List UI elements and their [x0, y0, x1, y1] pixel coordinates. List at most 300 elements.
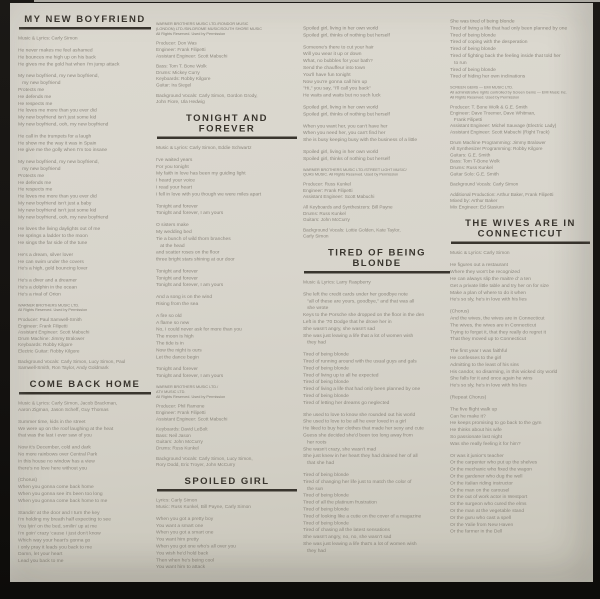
- lyric-line: She used to love to know she rounded out his world: [303, 411, 416, 418]
- lyric-line: You lyin' on the bed, smilin' up at me: [18, 523, 98, 530]
- lyric-line: He figures out a restaurant: [450, 262, 508, 268]
- stanza: [450, 406, 591, 447]
- lyric-line: For you tonight: [156, 163, 189, 170]
- stanza: [18, 477, 152, 505]
- lyrics-column: [303, 25, 451, 559]
- lyric-line: Tired of hiding her own inclinations: [450, 73, 526, 80]
- lyric-line: She wasn't angry, she wasn't sad: [303, 325, 376, 332]
- stanza: [303, 351, 451, 406]
- credits-line: Assistant Engineer: Scott Mabuchi: [18, 329, 90, 335]
- lyric-line: She was just leaving a life that's a lot of women wish: [303, 540, 417, 547]
- lyric-line: You want a smart one: [156, 522, 204, 529]
- lyric-line: Let the dance begin: [156, 354, 200, 360]
- stanza: [303, 291, 451, 346]
- lyric-line: That they moved up to Connecticut: [450, 336, 526, 342]
- lyric-line: "Hi," you say, "I'll call you back": [303, 85, 371, 92]
- credits-line: Producer: T. Bone Wolk & G.E. Smith: [450, 103, 528, 110]
- credits-line: All Keyboards and Synthesizers: Bill Payne: [303, 203, 393, 210]
- credits-line: Assistant Engineer: Scott Mabuchi: [156, 415, 228, 422]
- lyric-line: He's a diver and a dreamer: [18, 277, 77, 284]
- lyric-line: He show me the way it was in Spain: [18, 140, 97, 146]
- lyric-line: Tonight and forever: [156, 366, 198, 372]
- lyric-line: Or the out of work actor in Westport: [450, 494, 528, 500]
- lyric-line: He never makes me feel ashamed: [18, 47, 93, 53]
- credits-line: Background Vocals: Carly Simon, Lucy Simon, Paul: [18, 358, 126, 364]
- lyric-line: they had: [303, 547, 326, 554]
- lyric-line: Will you wear it up or down: [303, 51, 362, 57]
- lyric-line: A flame so new: [156, 319, 190, 326]
- pub-block: [156, 22, 298, 37]
- lyric-line: Tired of changing her life just to match the color of: [303, 478, 412, 485]
- pub-line: All Rights Reserved. Used by Permission: [156, 31, 226, 36]
- byline-line: Lyrics: Carly Simon: [156, 497, 198, 503]
- lyric-line: at the head: [156, 242, 185, 249]
- title-rule: [19, 392, 151, 395]
- lyric-line: He gives me the gold hat when I'm jump attack: [18, 61, 120, 67]
- lyric-line: that she had: [303, 460, 335, 466]
- lyric-line: He waits and waits but no such luck: [303, 92, 381, 99]
- lyric-line: Get a private little table and try her on for size: [450, 282, 549, 289]
- lyric-line: A fire so old: [156, 312, 182, 319]
- credits-line: Drums: Russ Kunkel: [450, 164, 493, 170]
- song-title: MY NEW BOYFRIEND: [24, 14, 146, 25]
- lyric-line: Tired of coping with the desperation: [450, 39, 528, 45]
- lyric-line: Or was it junior's teacher: [450, 452, 504, 459]
- credits-line: Guitar Solo: G.E. Smith: [450, 170, 499, 177]
- title-rule: [157, 136, 297, 139]
- lyric-line: Tired of living a life that had only been planned by one: [303, 386, 421, 392]
- lyric-line: When you got a smart one: [156, 529, 214, 536]
- pub-line: All Rights Reserved. Used by Permission: [18, 307, 88, 313]
- credits-line: Guitar: Ira Siegel: [156, 81, 192, 88]
- lyric-line: Tired of living up to all he expected: [303, 372, 379, 378]
- lyric-line: Tired of being blonde: [450, 32, 496, 38]
- lyric-line: He's a dolphin in the ocean: [18, 284, 77, 290]
- lyric-line: He bounces me high up on his back: [18, 54, 96, 60]
- lyric-line: She just knew in her heart they had drained her of all: [303, 453, 418, 459]
- lyric-line: Left in the '70 Dodge that he drove her in: [303, 319, 392, 325]
- stanza: [18, 509, 152, 564]
- lyric-line: He's so sly, he's in love with his lies: [450, 382, 527, 389]
- lyric-line: Spoiled girl, thinks of nothing but herself: [303, 32, 390, 38]
- stanza: [156, 268, 298, 289]
- credits-line: Bass: Neil Jason: [156, 432, 191, 438]
- lyric-line: He keeps promising to go back to the gym: [450, 420, 542, 426]
- lyric-line: In this house no window has a view: [18, 458, 95, 464]
- lyric-line: The tide is in: [156, 340, 184, 347]
- lyric-line: Tonight and forever, I am yours: [156, 210, 224, 216]
- lyric-line: Spoiled girl, living in her own world: [303, 25, 379, 31]
- stanza: [303, 104, 451, 118]
- lyrics-block: [18, 418, 152, 564]
- lyric-line: My new boyfriend, my new boyfriend,: [18, 159, 99, 165]
- lyric-line: Tie a bunch of wild thorn branches: [156, 235, 231, 242]
- lyric-line: Rising from the sea: [156, 301, 199, 307]
- lyric-line: Lead you back to me: [18, 558, 64, 564]
- stanza: [18, 133, 152, 154]
- pub-line: WARNER BROTHERS MUSIC LTD.: [18, 302, 80, 308]
- credits-line: All Synthesizer Programming: Robby Kilgore: [450, 145, 543, 152]
- lyrics-block: [156, 156, 298, 379]
- lyric-line: Or the man on the carousel: [450, 487, 510, 493]
- lyric-line: three bright stars shining at our door: [156, 256, 235, 263]
- credits-line: Background Vocals: Carly Simon, Lucy Simon,: [156, 455, 253, 461]
- lyric-line: the sun: [303, 485, 324, 492]
- lyric-line: I fell in love with you though we were miles apart: [156, 191, 262, 197]
- credits-block: [18, 317, 152, 371]
- lyric-line: her roots: [303, 439, 327, 445]
- lyric-line: The wives, the wives are in Connecticut: [450, 322, 537, 328]
- lyric-line: Where they won't be recognized: [450, 269, 520, 275]
- stanza: [156, 294, 298, 308]
- lyric-line: Tired of being blonde: [303, 393, 349, 399]
- lyric-line: When you got a pretty boy: [156, 515, 214, 522]
- lyric-line: to run: [450, 59, 467, 66]
- lyric-line: that was the last I ever saw of you: [18, 432, 92, 439]
- stanza: [450, 262, 591, 303]
- lyric-line: Or the gardener who dug the well: [450, 473, 523, 479]
- lyric-line: My new boyfriend, ooh, my new boyfriend: [18, 214, 109, 220]
- lyric-line: Tired of being blonde: [303, 365, 349, 371]
- stanza: [18, 277, 152, 298]
- lyric-line: Or the surgeon who cured the elms: [450, 501, 527, 507]
- lyric-line: My new boyfriend isn't just some kid: [18, 207, 97, 213]
- song-title-block: [157, 476, 297, 492]
- lyric-line: When you need her, you can't find her: [303, 130, 386, 136]
- credits-line: Frank Filipetti: [450, 116, 483, 122]
- credits-line: Engineer: Frank Filipetti: [303, 187, 353, 193]
- lyric-line: Send the chauffeur into town: [303, 64, 366, 71]
- stanza: [18, 251, 152, 272]
- lyrics-block: [450, 262, 591, 535]
- credits-line: Guitars: John McCurry: [156, 438, 203, 445]
- lyric-line: Tonight and forever, I am yours: [156, 282, 224, 288]
- lyric-line: Tired of being blonde: [303, 472, 349, 478]
- pub-line: All Rights Reserved. Used by Permission: [450, 94, 520, 100]
- lyric-line: Now the night is ours: [156, 347, 202, 353]
- lyric-line: The moon is high: [156, 333, 194, 340]
- lyric-line: I've waited years: [156, 156, 193, 163]
- lyric-line: He sings the far side of the tune: [18, 239, 88, 246]
- lyric-line: She is busy keeping busy with the business of a little: [303, 137, 418, 143]
- lyric-line: My faith in love has been my guiding light: [156, 170, 246, 177]
- lyric-line: The first year I was faithful: [450, 348, 508, 354]
- lyric-line: He defends me: [18, 93, 52, 100]
- lyric-line: O sisters make: [156, 222, 189, 228]
- lyrics-block: [303, 291, 451, 554]
- credits-line: Bass: Tom T. Bone Wolk: [156, 63, 207, 69]
- stanza: [156, 515, 298, 570]
- credits-line: Drums: Russ Kunkel: [303, 210, 346, 216]
- credits-line: Engineer: Dave Troemer, Dave Whitman,: [450, 110, 536, 116]
- credits-line: Assistant Engineer: Scott Mabuchi (Right Track): [450, 128, 550, 135]
- lyric-line: No more rainbows over Central Park: [18, 451, 98, 458]
- credits-line: Samwell-Smith, Ron Taylor, Andy Goldmark: [18, 364, 109, 371]
- lyric-line: He liked to buy her clothes that made her sexy and cute: [303, 425, 424, 432]
- lyric-line: He call in the trumpets for a laugh: [18, 133, 92, 139]
- credits-line: Rory Dodd, Eric Troyer, John McCurry: [156, 461, 236, 468]
- credits-line: Producer: Russ Kunkel: [303, 181, 351, 187]
- lyric-line: Spoiled girl, living in her own world: [303, 148, 379, 155]
- credits-block: [303, 181, 451, 239]
- lyric-line: My new boyfriend isn't just some kid: [18, 114, 97, 121]
- byline-line: Aaron Zigman, Jason Scheff, Guy Thomas: [18, 406, 109, 413]
- credits-line: Keyboards: Robby Kilgore: [156, 75, 211, 82]
- lyric-line: I'm holding my breath half expecting to see: [18, 516, 111, 523]
- lyric-line: Or the man at the vegetable stand: [450, 507, 525, 514]
- stanza: [303, 472, 451, 555]
- pub-line: All administrative rights controlled by Screen Gems — EMI Music Inc.: [450, 89, 567, 95]
- lyric-line: He's a rival of Orion: [18, 291, 61, 297]
- lyric-line: Tired of running around with the usual guys and gals: [303, 358, 417, 365]
- lyric-line: And a song is on the wind: [156, 294, 213, 300]
- pub-line: ATV MUSIC LTD.: [156, 389, 186, 394]
- lyric-line: she wrote: [303, 305, 329, 311]
- lyric-line: and scatter roses on the floor: [156, 249, 220, 256]
- title-rule: [19, 27, 151, 30]
- lyric-line: (Chorus): [18, 477, 38, 483]
- pub-line: All Rights Reserved. Used by Permission: [156, 394, 226, 399]
- title-rule: [451, 242, 590, 245]
- lyric-line: You want him to attack: [156, 564, 206, 570]
- stanza: [18, 418, 152, 439]
- lyric-line: Spoiled girl, thinks of nothing but herself: [303, 111, 390, 117]
- lyric-line: He respects me: [18, 186, 53, 193]
- lyric-line: My wedding bed: [156, 228, 192, 235]
- lyrics-block: [18, 47, 152, 298]
- credits-line: Additional Production: Arthur Baker, Frank Filipetti: [450, 191, 554, 197]
- credits-line: Keyboards: Robby Kilgore: [18, 341, 73, 348]
- byline-block: [18, 35, 152, 42]
- stanza: [303, 148, 451, 162]
- lyric-line: Tired of looking like a cutie on the cover of a magazine: [303, 513, 422, 519]
- pub-line: WARNER BROTHERS MUSIC LTD./STREET LIGHT MUSIC/: [303, 167, 407, 172]
- stanza: [18, 47, 152, 68]
- song-title: CONNECTICUT: [477, 228, 564, 240]
- lyric-line: She wasn't crazy, she wasn't mad: [303, 446, 377, 452]
- lyric-line: Tired of being blonde: [450, 46, 496, 52]
- credits-line: Assistant Engineer: Michel Sauvage (Electric Lady): [450, 122, 557, 129]
- lyric-line: Tonight and forever, I am yours: [156, 373, 224, 379]
- lyric-line: Or the mechanic who fixed the wagon: [450, 466, 532, 473]
- lyric-line: She was tired of being blonde: [450, 18, 515, 24]
- byline-line: Music & Lyrics: Carly Simon: [18, 35, 78, 41]
- lyric-line: Then when he's being cool: [156, 557, 215, 563]
- lyric-line: Spoiled girl, thinks of nothing but herself: [303, 155, 390, 162]
- lyric-line: Or the Yalie from New Haven: [450, 521, 514, 528]
- lyric-line: Guess she decided she'd been too long away from: [303, 432, 413, 439]
- lyric-sheet-page: [10, 3, 593, 582]
- lyric-line: Spoiled girl, living in her own world: [303, 104, 379, 110]
- lyrics-column: [450, 18, 591, 540]
- song-title-block: [19, 379, 151, 395]
- lyric-line: I only pray it leads you back to me: [18, 544, 93, 550]
- stanza: [156, 366, 298, 380]
- lyric-line: He defends me: [18, 179, 52, 186]
- credits-line: Electric Guitar: Robby Kilgore: [18, 348, 80, 354]
- credits-line: Background Vocals: Lottie Golden, Kate Taylor,: [303, 226, 401, 233]
- title-rule: [157, 489, 297, 492]
- lyric-line: Or the Italian riding instructor: [450, 480, 513, 486]
- lyric-line: My new boyfriend, my new boyfriend,: [18, 73, 99, 79]
- lyric-line: Tired of being blonde: [303, 379, 349, 385]
- byline-line: Music & Lyrics: Carly Simon, Eddie Schwartz: [156, 144, 252, 151]
- lyric-line: His candor, so disarming, in this wicked city world: [450, 368, 558, 375]
- lyric-line: He loves the living daylights out of me: [18, 226, 101, 232]
- pub-line: SCREEN GEMS — EMI MUSIC LTD.: [450, 85, 514, 90]
- lyric-line: Tired of being blonde: [303, 506, 349, 512]
- credits-line: Producer: Paul Samwell-Smith: [18, 316, 82, 323]
- credits-line: Carly Simon: [303, 233, 329, 239]
- lyric-line: Make a plan of where to do it when: [450, 289, 526, 296]
- song-title: TONIGHT AND FOREVER: [186, 112, 268, 134]
- lyric-line: You'll have fun tonight: [303, 71, 351, 78]
- lyric-line: Or the carpenter who put up the shelves: [450, 459, 538, 466]
- lyric-line: She wasn't angry, no, no, she wasn't sad: [303, 534, 392, 540]
- lyric-line: Tired of letting her dreams go neglected: [303, 399, 390, 406]
- stanza: [156, 156, 298, 197]
- stanza: [450, 394, 591, 401]
- lyric-line: When you got one who's all over you: [156, 543, 236, 549]
- credits-line: Assistant Engineer: Scott Mabuchi: [156, 52, 228, 59]
- credits-block: [156, 40, 298, 105]
- lyric-line: (Chorus): [450, 308, 470, 315]
- lyric-line: Admitting to the least of his sins: [450, 361, 519, 368]
- lyric-line: Protects me: [18, 172, 45, 179]
- lyrics-block: [156, 515, 298, 570]
- lyric-line: Tired of fighting back the feeling inside that told her: [450, 52, 561, 59]
- lyrics-column: [18, 14, 152, 569]
- stanza: [18, 226, 152, 247]
- lyric-line: He's so sly, he's in love with his lies: [450, 296, 527, 303]
- pub-line: QUAS MUSIC. All Rights Reserved. Used by Permission: [303, 172, 399, 177]
- credits-line: Drums: Mickey Curry: [156, 69, 200, 75]
- lyric-line: Tonight and forever: [156, 203, 198, 209]
- pub-line: (LONDON) LTD./SIN-DROME MUSIC/SOUTH SHORE MUSIC: [156, 26, 263, 31]
- credits-line: Background Vocals: Carly Simon: [450, 181, 519, 187]
- pub-line: WARNER BROTHERS MUSIC LTD./RONDOR MUSIC: [156, 21, 249, 26]
- song-title: COME BACK HOME: [29, 378, 141, 390]
- stanza: [450, 308, 591, 342]
- lyric-line: "all of these are yours, goodbye," and that was all: [303, 298, 415, 304]
- lyric-line: She falls for it and once again he wins: [450, 375, 533, 382]
- lyric-line: When you gonna come back home to me: [18, 497, 108, 504]
- lyric-line: Now you're gonna call him up: [303, 78, 368, 85]
- lyric-line: You wish he'd hold back: [156, 550, 209, 556]
- credits-line: Guitars: John McCurry: [303, 216, 350, 223]
- lyric-line: What, no bubbles for your bath?: [303, 58, 373, 64]
- song-title-block: [304, 247, 450, 273]
- lyrics-block: [450, 18, 591, 80]
- credits-line: Mix Engineer: Ed Stasium: [450, 203, 504, 210]
- stanza: [303, 123, 451, 144]
- lyric-line: Tired of being blonde: [303, 492, 349, 499]
- byline-block: [303, 279, 451, 286]
- lyric-line: Protects me: [18, 86, 45, 93]
- lyric-line: Tired of chasing all the latest sensations: [303, 527, 390, 533]
- lyric-line: Tonight and forever: [156, 268, 198, 274]
- credits-line: Producer: Phil Ramone: [156, 403, 205, 409]
- lyric-line: Tired of being blonde: [450, 66, 496, 73]
- song-title-block: [157, 113, 297, 139]
- sleeve-top-edge: [34, 0, 600, 2]
- lyrics-column: [156, 20, 298, 576]
- stanza: [450, 18, 591, 80]
- lyric-line: Which way your heart's gonna go: [18, 537, 91, 543]
- stanza: [156, 312, 298, 360]
- lyric-line: He can always slip the maitre d' a ten: [450, 276, 531, 282]
- lyric-line: No, I could never ask for more than you: [156, 326, 242, 333]
- lyric-line: Tired of all the platinum frustration: [303, 499, 377, 506]
- credits-line: Background Vocals: Carly Simon, Gordon Grody,: [156, 92, 258, 98]
- lyric-line: She used to love to be all he ever loved in a girl: [303, 418, 406, 425]
- credits-line: Drums: Russ Kunkel: [156, 445, 199, 451]
- lyric-line: He can swim under the covers: [18, 258, 84, 265]
- lyric-line: So passionate last night: [450, 434, 503, 440]
- credits-line: Drum Machine: Jimmy Bralower: [18, 335, 85, 341]
- lyric-line: He confesses to the girl: [450, 355, 502, 361]
- lyric-line: He thinks about his wife: [450, 427, 502, 433]
- lyric-line: My new boyfriend isn't just a baby: [18, 200, 92, 206]
- lyrics-block: [303, 25, 451, 162]
- lyric-line: Standin' at the door and I turn the key: [18, 509, 100, 516]
- credits-line: Guitars: G.E. Smith: [450, 151, 491, 158]
- credits-block: [450, 104, 591, 210]
- lyric-line: He's a high, gold bouncing lover: [18, 265, 88, 272]
- lyric-line: He springs a ladder to the moon: [18, 233, 88, 239]
- lyric-line: We were up on the roof laughing at the heat: [18, 425, 114, 432]
- stanza: [18, 73, 152, 128]
- lyric-line: (Repeat Chorus): [450, 394, 487, 401]
- stanza: [303, 25, 451, 39]
- stanza: [156, 203, 298, 217]
- byline-line: Music: Russ Kunkel, Bill Payne, Carly Simon: [156, 503, 251, 510]
- lyric-line: I'm goin' crazy 'cause I just don't know: [18, 530, 101, 536]
- lyric-line: He's a dream, silver lover: [18, 251, 74, 258]
- lyric-line: Or the farmer in the Dell: [450, 528, 503, 535]
- byline-block: [156, 144, 298, 151]
- song-title-block: [19, 14, 151, 30]
- credits-block: [156, 403, 298, 468]
- lyric-line: Was she really feeling it for him?: [450, 440, 521, 447]
- lyric-line: He respects me: [18, 100, 53, 107]
- lyric-line: Tired of being blonde: [303, 351, 349, 358]
- credits-line: Mixed by: Arthur Baker: [450, 197, 498, 204]
- lyric-line: Tired of living a life that had only been planned by one: [450, 25, 568, 31]
- song-title-block: [451, 218, 590, 244]
- lyric-line: they had: [303, 339, 326, 346]
- stanza: [18, 159, 152, 221]
- song-title: TIRED OF BEING BLONDE: [327, 247, 427, 269]
- lyric-line: Someone's there to cut your hair: [303, 44, 374, 50]
- lyric-line: Summer time, kids in the street: [18, 418, 86, 425]
- lyric-line: Tired of being blonde: [303, 520, 349, 526]
- lyric-line: my new boyfriend: [18, 80, 61, 86]
- credits-line: Engineer: Frank Filipetti: [18, 322, 68, 329]
- pub-line: WARNER BROTHERS MUSIC LTD./: [156, 384, 219, 390]
- byline-line: Music & Lyrics: Carly Simon, Jacob Brackman,: [18, 400, 118, 406]
- lyric-line: there's no love here without you: [18, 465, 88, 471]
- lyric-line: Trying to forget it, that they really do regret it: [450, 329, 546, 335]
- lyric-line: He give me the golly when I'm too insane: [18, 147, 108, 153]
- lyric-line: You want him pretty: [156, 536, 199, 543]
- lyric-line: I heard your voice: [156, 177, 195, 184]
- credits-line: Assistant Engineer: Scott Mabuchi: [303, 193, 375, 200]
- title-rule: [304, 271, 450, 274]
- credits-line: Engineer: Frank Filipetti: [156, 409, 206, 416]
- lyric-line: Damn, let your heart: [18, 551, 63, 557]
- byline-block: [450, 250, 591, 257]
